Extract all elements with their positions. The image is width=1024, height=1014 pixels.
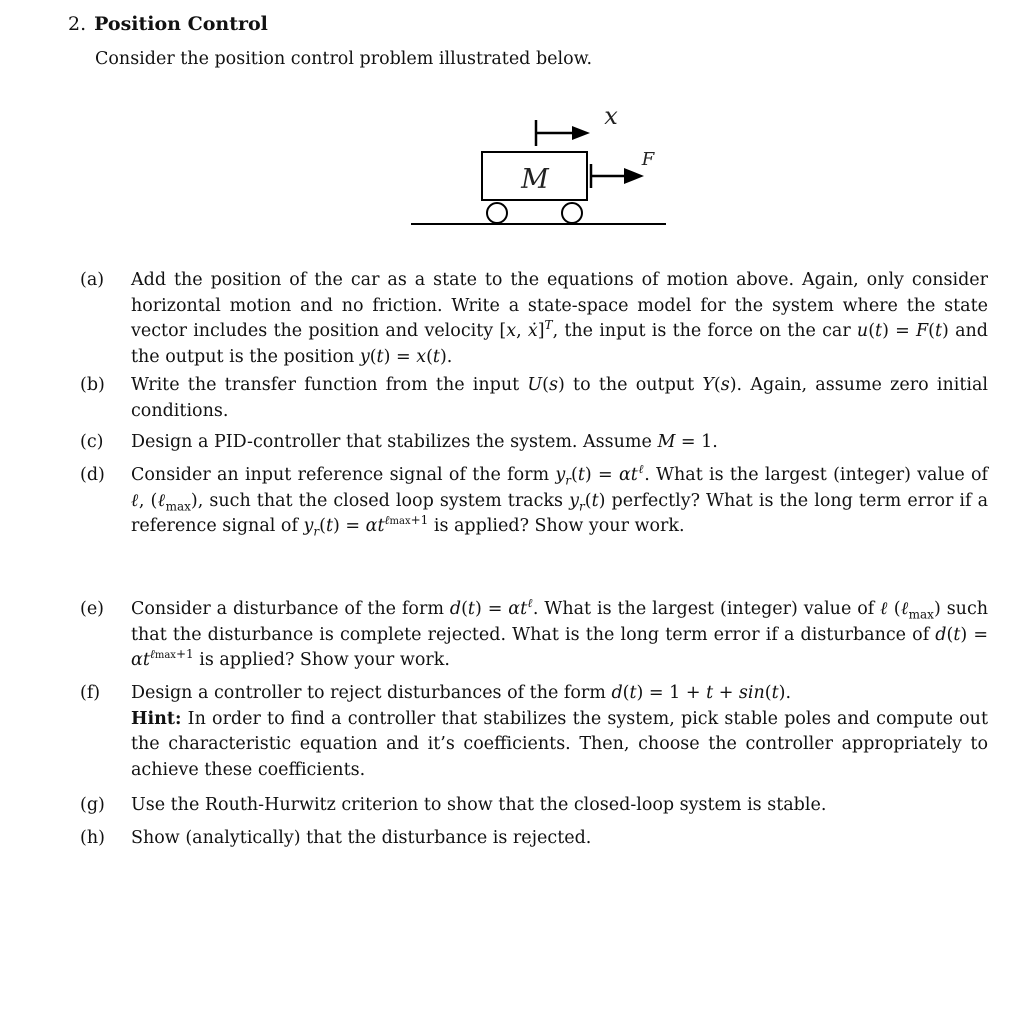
part-body: Design a controller to reject disturbances of the form d(t) = 1 + t + sin(t). Hint: In order to find a controller that stabilizes the system, pick stable poles and compute out the characteristic equation and it’s coefficients. Then, choose the controller appropriately to achieve these coefficients.	[131, 683, 988, 780]
part-body: Consider a disturbance of the form $d(t) = \alpha t^\ell$. What is the largest (integer) value of ℓ (ℓ$_{max}$) such that the disturbance is complete rejected. What is the long term error if a disturbance of $d(t) = \alpha t^{\ell max+1}$ is applied? Show your work.	[131, 596, 989, 670]
part-text: Consider an input reference signal of the form	[131, 465, 556, 485]
part-label: (c)	[80, 432, 104, 452]
part-c	[80, 430, 988, 456]
part-text: is applied? Show your work.	[193, 650, 450, 670]
part-body: Add the position of the car as a state to the equations of motion above. Again, only consider horizontal motion and no friction. Write a state-space model for the system where the state vector includes the position and velocity [x, ẋ]$^T$, the input is the force on the car u(t) = F(t) and the output is the position y(t) = x(t).	[131, 270, 988, 367]
part-body: Consider an input reference signal of the form $y_r(t) = \alpha t^\ell$. What is the largest (integer) value of ℓ, (ℓ$_{max}$), such that the closed loop system tracks $y_r(t)$ perfectly? What is the long term error if a reference signal of $y_r(t) = \alpha t^{\ell max+1}$ is applied? Show your work.	[131, 462, 989, 539]
force-arrow-head	[624, 168, 644, 184]
cart-figure	[400, 96, 680, 236]
part-label: (h)	[80, 828, 105, 848]
part-body	[131, 826, 988, 852]
part-h	[80, 826, 988, 852]
part-text: .	[712, 432, 718, 452]
part-g	[80, 793, 988, 819]
part-text: Design a controller to reject disturbances of the form	[131, 683, 612, 703]
part-f	[80, 681, 988, 783]
part-text: , such that the closed loop system tracks	[197, 490, 570, 511]
part-text: Use the Routh-Hurwitz criterion to show that the closed-loop system is stable.	[131, 795, 827, 815]
cart-diagram	[400, 96, 680, 236]
part-text: Consider a disturbance of the form	[131, 599, 450, 619]
part-text: Write the transfer function from the input	[131, 375, 528, 395]
part-text: and the output is the position	[131, 321, 988, 367]
part-d	[80, 463, 988, 540]
part-text: , the input is the force on the car	[552, 321, 857, 341]
problem-number: 2.	[68, 13, 87, 35]
part-text: .	[785, 683, 792, 703]
part-text: . Again, assume zero initial conditions.	[131, 375, 988, 421]
cart-wheel-right	[562, 203, 582, 223]
position-arrow-head	[572, 126, 590, 140]
part-e	[80, 597, 988, 674]
part-text: . What is the largest (integer) value of	[644, 465, 988, 485]
part-body: Design a PID-controller that stabilizes the system. Assume M = 1.	[131, 432, 718, 452]
problem-title: Position Control	[94, 13, 268, 35]
part-text: perfectly? What is the long term error if a reference signal of	[131, 490, 989, 536]
cart-wheel-left	[487, 203, 507, 223]
problem-intro: Consider the position control problem illustrated below.	[95, 49, 593, 69]
force-label: F	[641, 149, 655, 170]
part-text: is applied? Show your work.	[428, 516, 685, 536]
part-text: . What is the largest (integer) value of	[532, 599, 881, 619]
part-label: (e)	[80, 599, 105, 619]
part-body: Write the transfer function from the input U(s) to the output Y(s). Again, assume zero initial conditions.	[131, 375, 988, 421]
part-text: Add the position of the car as a state to the equations of motion above. Again, only consider horizontal motion and no friction. Write a state-space model for the system where the state vector includes the position and velocity	[131, 270, 988, 341]
part-a	[80, 268, 988, 370]
hint-label: Hint:	[131, 708, 182, 729]
part-text: Design a PID-controller that stabilizes the system. Assume	[131, 432, 658, 452]
part-label: (g)	[80, 795, 105, 815]
problem-heading	[68, 12, 268, 36]
hint-text: In order to find a controller that stabilizes the system, pick stable poles and compute out the characteristic equation and it’s coefficients. Then, choose the controller appropriately to achieve these coefficients.	[131, 708, 988, 780]
part-text: Show (analytically) that the disturbance is rejected.	[131, 828, 592, 848]
part-label: (f)	[80, 683, 101, 703]
position-label: x	[604, 102, 618, 130]
part-b	[80, 373, 988, 424]
part-label: (d)	[80, 465, 105, 485]
part-text: .	[446, 346, 453, 367]
part-text: to the output	[564, 375, 703, 395]
mass-label: M	[521, 164, 549, 195]
part-label: (b)	[80, 375, 105, 395]
part-label: (a)	[80, 270, 105, 290]
part-body	[131, 793, 988, 819]
part-text: such that the disturbance is complete rejected. What is the long term error if a disturbance of	[131, 599, 989, 645]
